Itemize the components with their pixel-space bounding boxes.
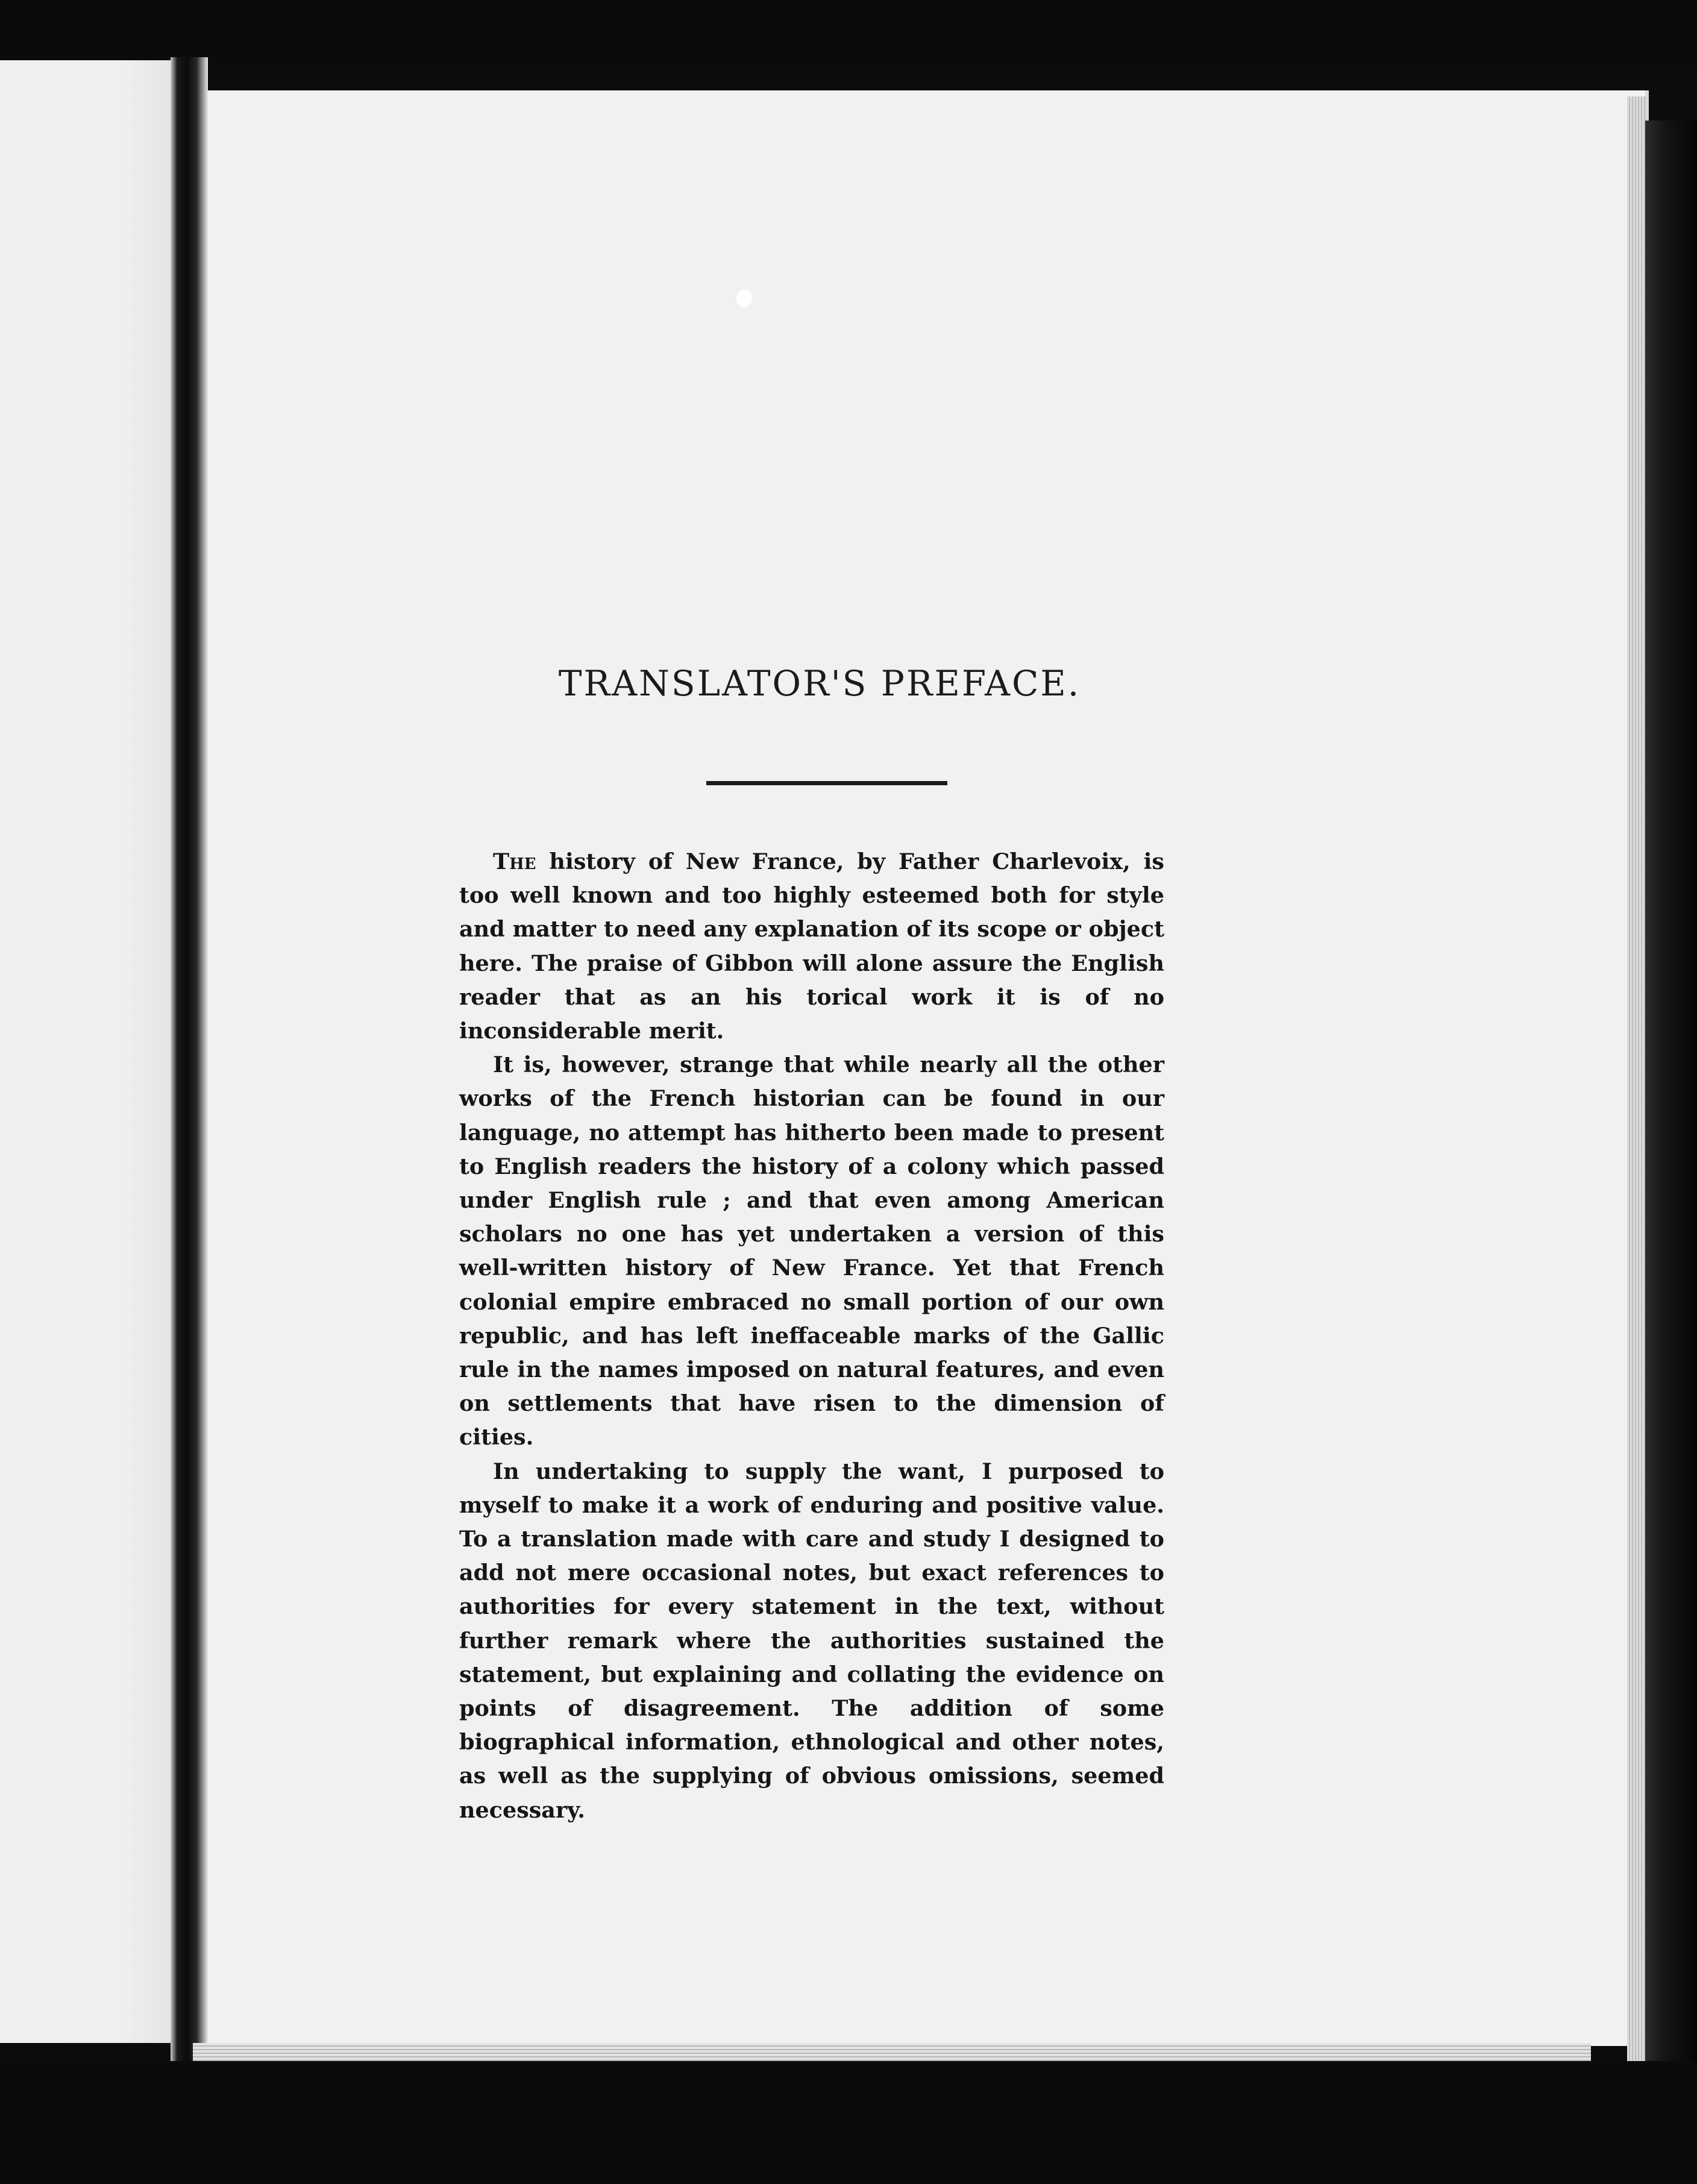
book-gutter <box>171 57 208 2073</box>
drop-first-word: The <box>493 849 536 874</box>
page-edge-stack <box>1627 96 1645 2067</box>
paragraph-1 <box>459 845 1164 1048</box>
paper-speck <box>736 289 752 307</box>
scan-border-top <box>0 0 1697 66</box>
paragraph-2: It is, however, strange that while nearly all the other works of the French historian can be found in our language, no attempt has hitherto been made to present to English readers the history of a colony which passed under English rule ; and that even among American scholars no one has yet undertaken a version of this well-written history of New France. Yet that French colonial empire embraced no small portion of our own republic, and has left ineffaceable marks of the Gallic rule in the names imposed on natural features, and even on settlements that have risen to the dimension of cities. <box>459 1052 1164 1451</box>
left-facing-page <box>0 60 175 2043</box>
page-bottom-edge <box>193 2043 1591 2061</box>
paragraph-3: In undertaking to supply the want, I purposed to myself to make it a work of enduring and positive value. To a translation made with care and study I designed to add not mere occasional notes, but exact references to authorities for every statement in the text, without further remark where the authorities sustained the statement, but explaining and collating the evidence on points of disagreement. The addition of some biographical information, ethnological and other notes, as well as the supplying of obvious omissions, seemed necessary. <box>459 1458 1164 1823</box>
book-cover-edge <box>1645 121 1697 2109</box>
page-title: TRANSLATOR'S PREFACE. <box>558 663 1081 704</box>
preface-body <box>459 845 1164 1827</box>
scan-border-bottom <box>0 2061 1697 2184</box>
paragraph-1-text: history of New France, by Father Charlevoix, is too well known and too highly esteemed both for style and matter to need any explanation of its scope or object here. The praise of Gibbon will alone assure the English reader that as an his torical work it is of no inconsiderable merit. <box>459 849 1164 1044</box>
title-rule <box>706 781 947 785</box>
